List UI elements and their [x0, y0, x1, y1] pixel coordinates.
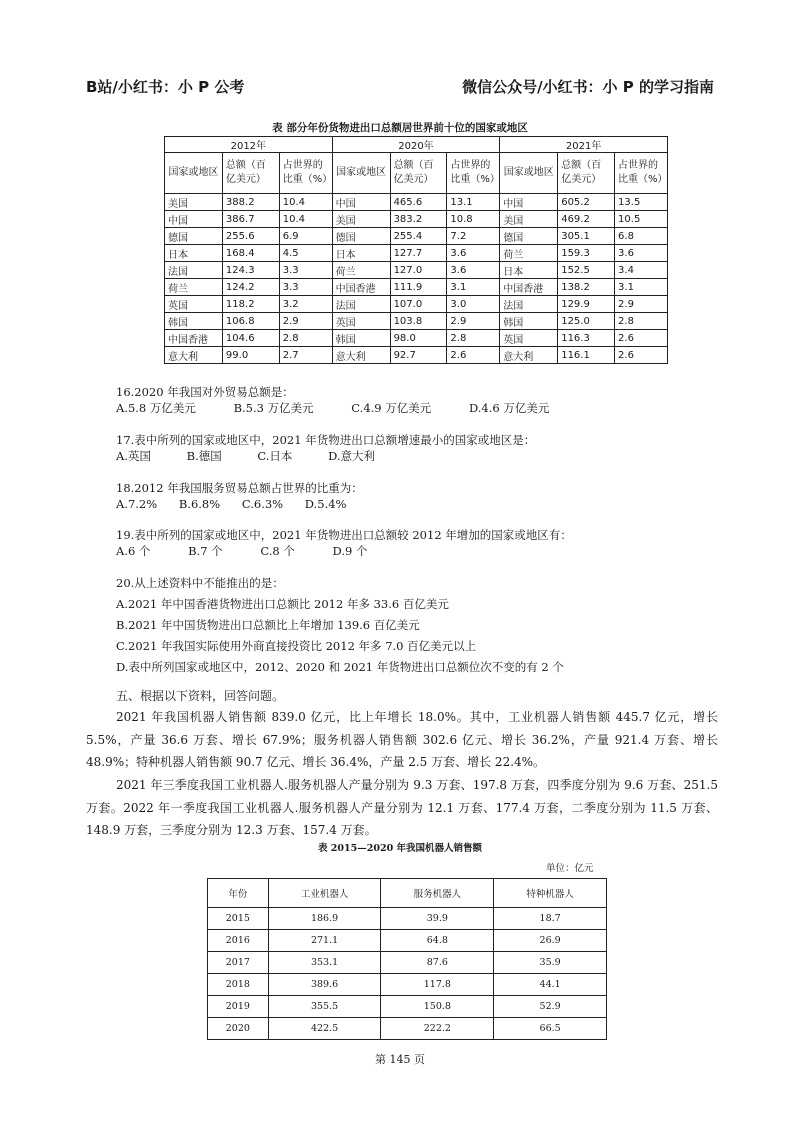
- total-cell: 388.2: [222, 194, 279, 211]
- share-cell: 3.1: [615, 279, 668, 296]
- year-header-2020: 2020年: [332, 137, 500, 153]
- special-cell: 26.9: [494, 930, 607, 952]
- share-cell: 10.8: [447, 211, 500, 228]
- year-cell: 2015: [208, 908, 269, 930]
- total-cell: 124.2: [222, 279, 279, 296]
- total-cell: 168.4: [222, 245, 279, 262]
- year-cell: 2018: [208, 974, 269, 996]
- service-cell: 39.9: [381, 908, 494, 930]
- total-cell: 465.6: [390, 194, 447, 211]
- option-c[interactable]: C.4.9 万亿美元: [351, 401, 432, 415]
- share-cell: 3.6: [447, 262, 500, 279]
- option-b[interactable]: B.6.8%: [178, 497, 221, 511]
- region-cell: 韩国: [332, 330, 390, 347]
- question-stem: 17.表中所列的国家或地区中，2021 年货物进出口总额增速最小的国家或地区是：: [116, 433, 536, 447]
- share-cell: 3.1: [447, 279, 500, 296]
- total-cell: 152.5: [558, 262, 615, 279]
- region-cell: 中国: [500, 194, 558, 211]
- option-a[interactable]: A.英国: [116, 449, 151, 463]
- total-cell: 138.2: [558, 279, 615, 296]
- share-cell: 2.9: [279, 313, 332, 330]
- table-row: [208, 996, 607, 1018]
- share-cell: 13.1: [447, 194, 500, 211]
- total-cell: 106.8: [222, 313, 279, 330]
- question-stem: 18.2012 年我国服务贸易总额占世界的比重为：: [116, 481, 363, 495]
- special-cell: 18.7: [494, 908, 607, 930]
- region-cell: 中国香港: [500, 279, 558, 296]
- region-cell: 荷兰: [500, 245, 558, 262]
- share-cell: 3.6: [447, 245, 500, 262]
- table-row: [208, 974, 607, 996]
- col-header-share: 占世界的比重（%）: [447, 153, 500, 194]
- total-cell: 116.3: [558, 330, 615, 347]
- option-b[interactable]: B.7 个: [188, 544, 223, 558]
- total-cell: 124.3: [222, 262, 279, 279]
- special-cell: 52.9: [494, 996, 607, 1018]
- share-cell: 2.7: [279, 347, 332, 364]
- industrial-cell: 422.5: [268, 1018, 381, 1040]
- year-cell: 2017: [208, 952, 269, 974]
- total-cell: 98.0: [390, 330, 447, 347]
- material-paragraph-1: 2021 年我国机器人销售额 839.0 亿元，比上年增长 18.0%。其中，工业机器人销售额 445.7 亿元，增长 5.5%，产量 36.6 万套、增长 67.9%；服务机器人销售额 302.6 亿元、增长 36.2%，产量 921.4 万套、增长 48.9%；特种机器人销售额 90.7 亿元、增长 36.4%，产量 2.5 万套、增长 22.4%。: [86, 710, 718, 769]
- col-header-share: 占世界的比重（%）: [279, 153, 332, 194]
- region-cell: 德国: [165, 228, 223, 245]
- table-row: [165, 330, 668, 347]
- section-heading: 五、根据以下资料，回答问题。: [116, 689, 285, 703]
- option-d[interactable]: D.5.4%: [304, 497, 347, 511]
- total-cell: 469.2: [558, 211, 615, 228]
- table-row: [165, 211, 668, 228]
- region-cell: 美国: [500, 211, 558, 228]
- table-row: [165, 313, 668, 330]
- option-d[interactable]: D.9 个: [332, 544, 368, 558]
- trade-table: [164, 136, 668, 364]
- share-cell: 10.4: [279, 211, 332, 228]
- share-cell: 7.2: [447, 228, 500, 245]
- table-row: [165, 262, 668, 279]
- share-cell: 2.9: [447, 313, 500, 330]
- region-cell: 英国: [332, 313, 390, 330]
- total-cell: 127.0: [390, 262, 447, 279]
- share-cell: 2.9: [615, 296, 668, 313]
- table2-unit: 单位：亿元: [546, 863, 594, 874]
- region-cell: 意大利: [165, 347, 223, 364]
- option-a[interactable]: A.2021 年中国香港货物进出口总额比 2012 年多 33.6 百亿美元: [116, 597, 449, 611]
- region-cell: 日本: [165, 245, 223, 262]
- trade-table-body: [165, 194, 668, 364]
- table1-title: 表 部分年份货物进出口总额居世界前十位的国家或地区: [272, 122, 528, 134]
- robot-sales-table-body: [208, 908, 607, 1040]
- option-b[interactable]: B.2021 年中国货物进出口总额比上年增加 139.6 百亿美元: [116, 618, 420, 632]
- table-row: [165, 347, 668, 364]
- region-cell: 德国: [500, 228, 558, 245]
- total-cell: 103.8: [390, 313, 447, 330]
- option-c[interactable]: C.日本: [257, 449, 293, 463]
- option-a[interactable]: A.7.2%: [116, 497, 158, 511]
- question-17: [116, 432, 535, 464]
- table2-title: 表 2015—2020 年我国机器人销售额: [318, 843, 482, 854]
- total-cell: 255.4: [390, 228, 447, 245]
- industrial-cell: 271.1: [268, 930, 381, 952]
- region-cell: 法国: [500, 296, 558, 313]
- region-cell: 意大利: [500, 347, 558, 364]
- header-left: B站/小红书：小 P 公考: [86, 78, 245, 96]
- col-header-industrial: 工业机器人: [268, 879, 381, 908]
- option-d[interactable]: D.表中所列国家或地区中，2012、2020 和 2021 年货物进出口总额位次不变的有 2 个: [116, 660, 564, 674]
- share-cell: 2.6: [615, 330, 668, 347]
- service-cell: 222.2: [381, 1018, 494, 1040]
- service-cell: 64.8: [381, 930, 494, 952]
- question-18: [116, 480, 376, 512]
- option-d[interactable]: D.4.6 万亿美元: [468, 401, 550, 415]
- option-a[interactable]: A.5.8 万亿美元: [116, 401, 196, 415]
- table-row: [208, 908, 607, 930]
- header-right: 微信公众号/小红书：小 P 的学习指南: [462, 78, 714, 96]
- total-cell: 111.9: [390, 279, 447, 296]
- table-row: [208, 1018, 607, 1040]
- industrial-cell: 355.5: [268, 996, 381, 1018]
- share-cell: 13.5: [615, 194, 668, 211]
- special-cell: 66.5: [494, 1018, 607, 1040]
- region-cell: 日本: [500, 262, 558, 279]
- industrial-cell: 389.6: [268, 974, 381, 996]
- service-cell: 117.8: [381, 974, 494, 996]
- total-cell: 118.2: [222, 296, 279, 313]
- region-cell: 意大利: [332, 347, 390, 364]
- table-row: [165, 296, 668, 313]
- col-header-share: 占世界的比重（%）: [615, 153, 668, 194]
- share-cell: 6.9: [279, 228, 332, 245]
- col-header-region: 国家或地区: [500, 153, 558, 194]
- service-cell: 87.6: [381, 952, 494, 974]
- service-cell: 150.8: [381, 996, 494, 1018]
- region-cell: 美国: [332, 211, 390, 228]
- question-stem: 16.2020 年我国对外贸易总额是：: [116, 385, 294, 399]
- col-header-region: 国家或地区: [332, 153, 390, 194]
- option-b[interactable]: B.5.3 万亿美元: [233, 401, 314, 415]
- share-cell: 3.3: [279, 279, 332, 296]
- question-16: [116, 384, 579, 416]
- option-c[interactable]: C.8 个: [260, 544, 295, 558]
- region-cell: 英国: [165, 296, 223, 313]
- total-cell: 125.0: [558, 313, 615, 330]
- share-cell: 3.2: [279, 296, 332, 313]
- option-d[interactable]: D.意大利: [328, 449, 376, 463]
- share-cell: 3.6: [615, 245, 668, 262]
- region-cell: 德国: [332, 228, 390, 245]
- question-20: [116, 573, 564, 678]
- region-cell: 中国: [332, 194, 390, 211]
- table-row: [165, 228, 668, 245]
- total-cell: 386.7: [222, 211, 279, 228]
- region-cell: 中国香港: [332, 279, 390, 296]
- industrial-cell: 353.1: [268, 952, 381, 974]
- option-c[interactable]: C.2021 年我国实际使用外商直接投资比 2012 年多 7.0 百亿美元以上: [116, 639, 477, 653]
- total-cell: 104.6: [222, 330, 279, 347]
- region-cell: 美国: [165, 194, 223, 211]
- total-cell: 127.7: [390, 245, 447, 262]
- share-cell: 2.8: [615, 313, 668, 330]
- col-header-region: 国家或地区: [165, 153, 223, 194]
- total-cell: 383.2: [390, 211, 447, 228]
- share-cell: 3.3: [279, 262, 332, 279]
- col-header-special: 特种机器人: [494, 879, 607, 908]
- share-cell: 4.5: [279, 245, 332, 262]
- region-cell: 荷兰: [332, 262, 390, 279]
- total-cell: 129.9: [558, 296, 615, 313]
- col-header-service: 服务机器人: [381, 879, 494, 908]
- region-cell: 法国: [165, 262, 223, 279]
- question-stem: 20.从上述资料中不能推出的是：: [116, 576, 284, 590]
- year-header-2012: 2012年: [165, 137, 333, 153]
- robot-sales-table: [207, 878, 607, 1040]
- share-cell: 3.4: [615, 262, 668, 279]
- total-cell: 107.0: [390, 296, 447, 313]
- region-cell: 中国香港: [165, 330, 223, 347]
- table-row: [165, 279, 668, 296]
- col-header-total: 总额（百亿美元）: [390, 153, 447, 194]
- share-cell: 10.4: [279, 194, 332, 211]
- page-number: 第 145 页: [375, 1053, 425, 1066]
- region-cell: 荷兰: [165, 279, 223, 296]
- share-cell: 3.0: [447, 296, 500, 313]
- special-cell: 44.1: [494, 974, 607, 996]
- total-cell: 116.1: [558, 347, 615, 364]
- table-row: [208, 952, 607, 974]
- year-header-2021: 2021年: [500, 137, 668, 153]
- col-header-total: 总额（百亿美元）: [558, 153, 615, 194]
- region-cell: 中国: [165, 211, 223, 228]
- total-cell: 605.2: [558, 194, 615, 211]
- share-cell: 2.8: [447, 330, 500, 347]
- region-cell: 法国: [332, 296, 390, 313]
- special-cell: 35.9: [494, 952, 607, 974]
- share-cell: 2.8: [279, 330, 332, 347]
- option-c[interactable]: C.6.3%: [241, 497, 284, 511]
- table-row: [165, 245, 668, 262]
- region-cell: 韩国: [500, 313, 558, 330]
- year-cell: 2016: [208, 930, 269, 952]
- total-cell: 92.7: [390, 347, 447, 364]
- region-cell: 韩国: [165, 313, 223, 330]
- region-cell: 日本: [332, 245, 390, 262]
- total-cell: 305.1: [558, 228, 615, 245]
- total-cell: 255.6: [222, 228, 279, 245]
- option-b[interactable]: B.德国: [186, 449, 222, 463]
- option-a[interactable]: A.6 个: [116, 544, 151, 558]
- question-stem: 19.表中所列的国家或地区中，2021 年货物进出口总额较 2012 年增加的国家或地区有：: [116, 528, 572, 542]
- question-19: [116, 527, 572, 559]
- share-cell: 2.6: [615, 347, 668, 364]
- share-cell: 6.8: [615, 228, 668, 245]
- year-cell: 2020: [208, 1018, 269, 1040]
- table-row: [208, 930, 607, 952]
- year-cell: 2019: [208, 996, 269, 1018]
- total-cell: 99.0: [222, 347, 279, 364]
- region-cell: 英国: [500, 330, 558, 347]
- material-paragraph-2: 2021 年三季度我国工业机器人.服务机器人产量分别为 9.3 万套、197.8 万套，四季度分别为 9.6 万套、251.5 万套。2022 年一季度我国工业机器人.服务机器人产量分别为 12.1 万套、177.4 万套，二季度分别为 11.5 万套、148.9 万套，三季度分别为 12.3 万套、157.4 万套。: [86, 778, 718, 837]
- table-row: [165, 194, 668, 211]
- industrial-cell: 186.9: [268, 908, 381, 930]
- share-cell: 2.6: [447, 347, 500, 364]
- share-cell: 10.5: [615, 211, 668, 228]
- total-cell: 159.3: [558, 245, 615, 262]
- col-header-year: 年份: [208, 879, 269, 908]
- col-header-total: 总额（百亿美元）: [222, 153, 279, 194]
